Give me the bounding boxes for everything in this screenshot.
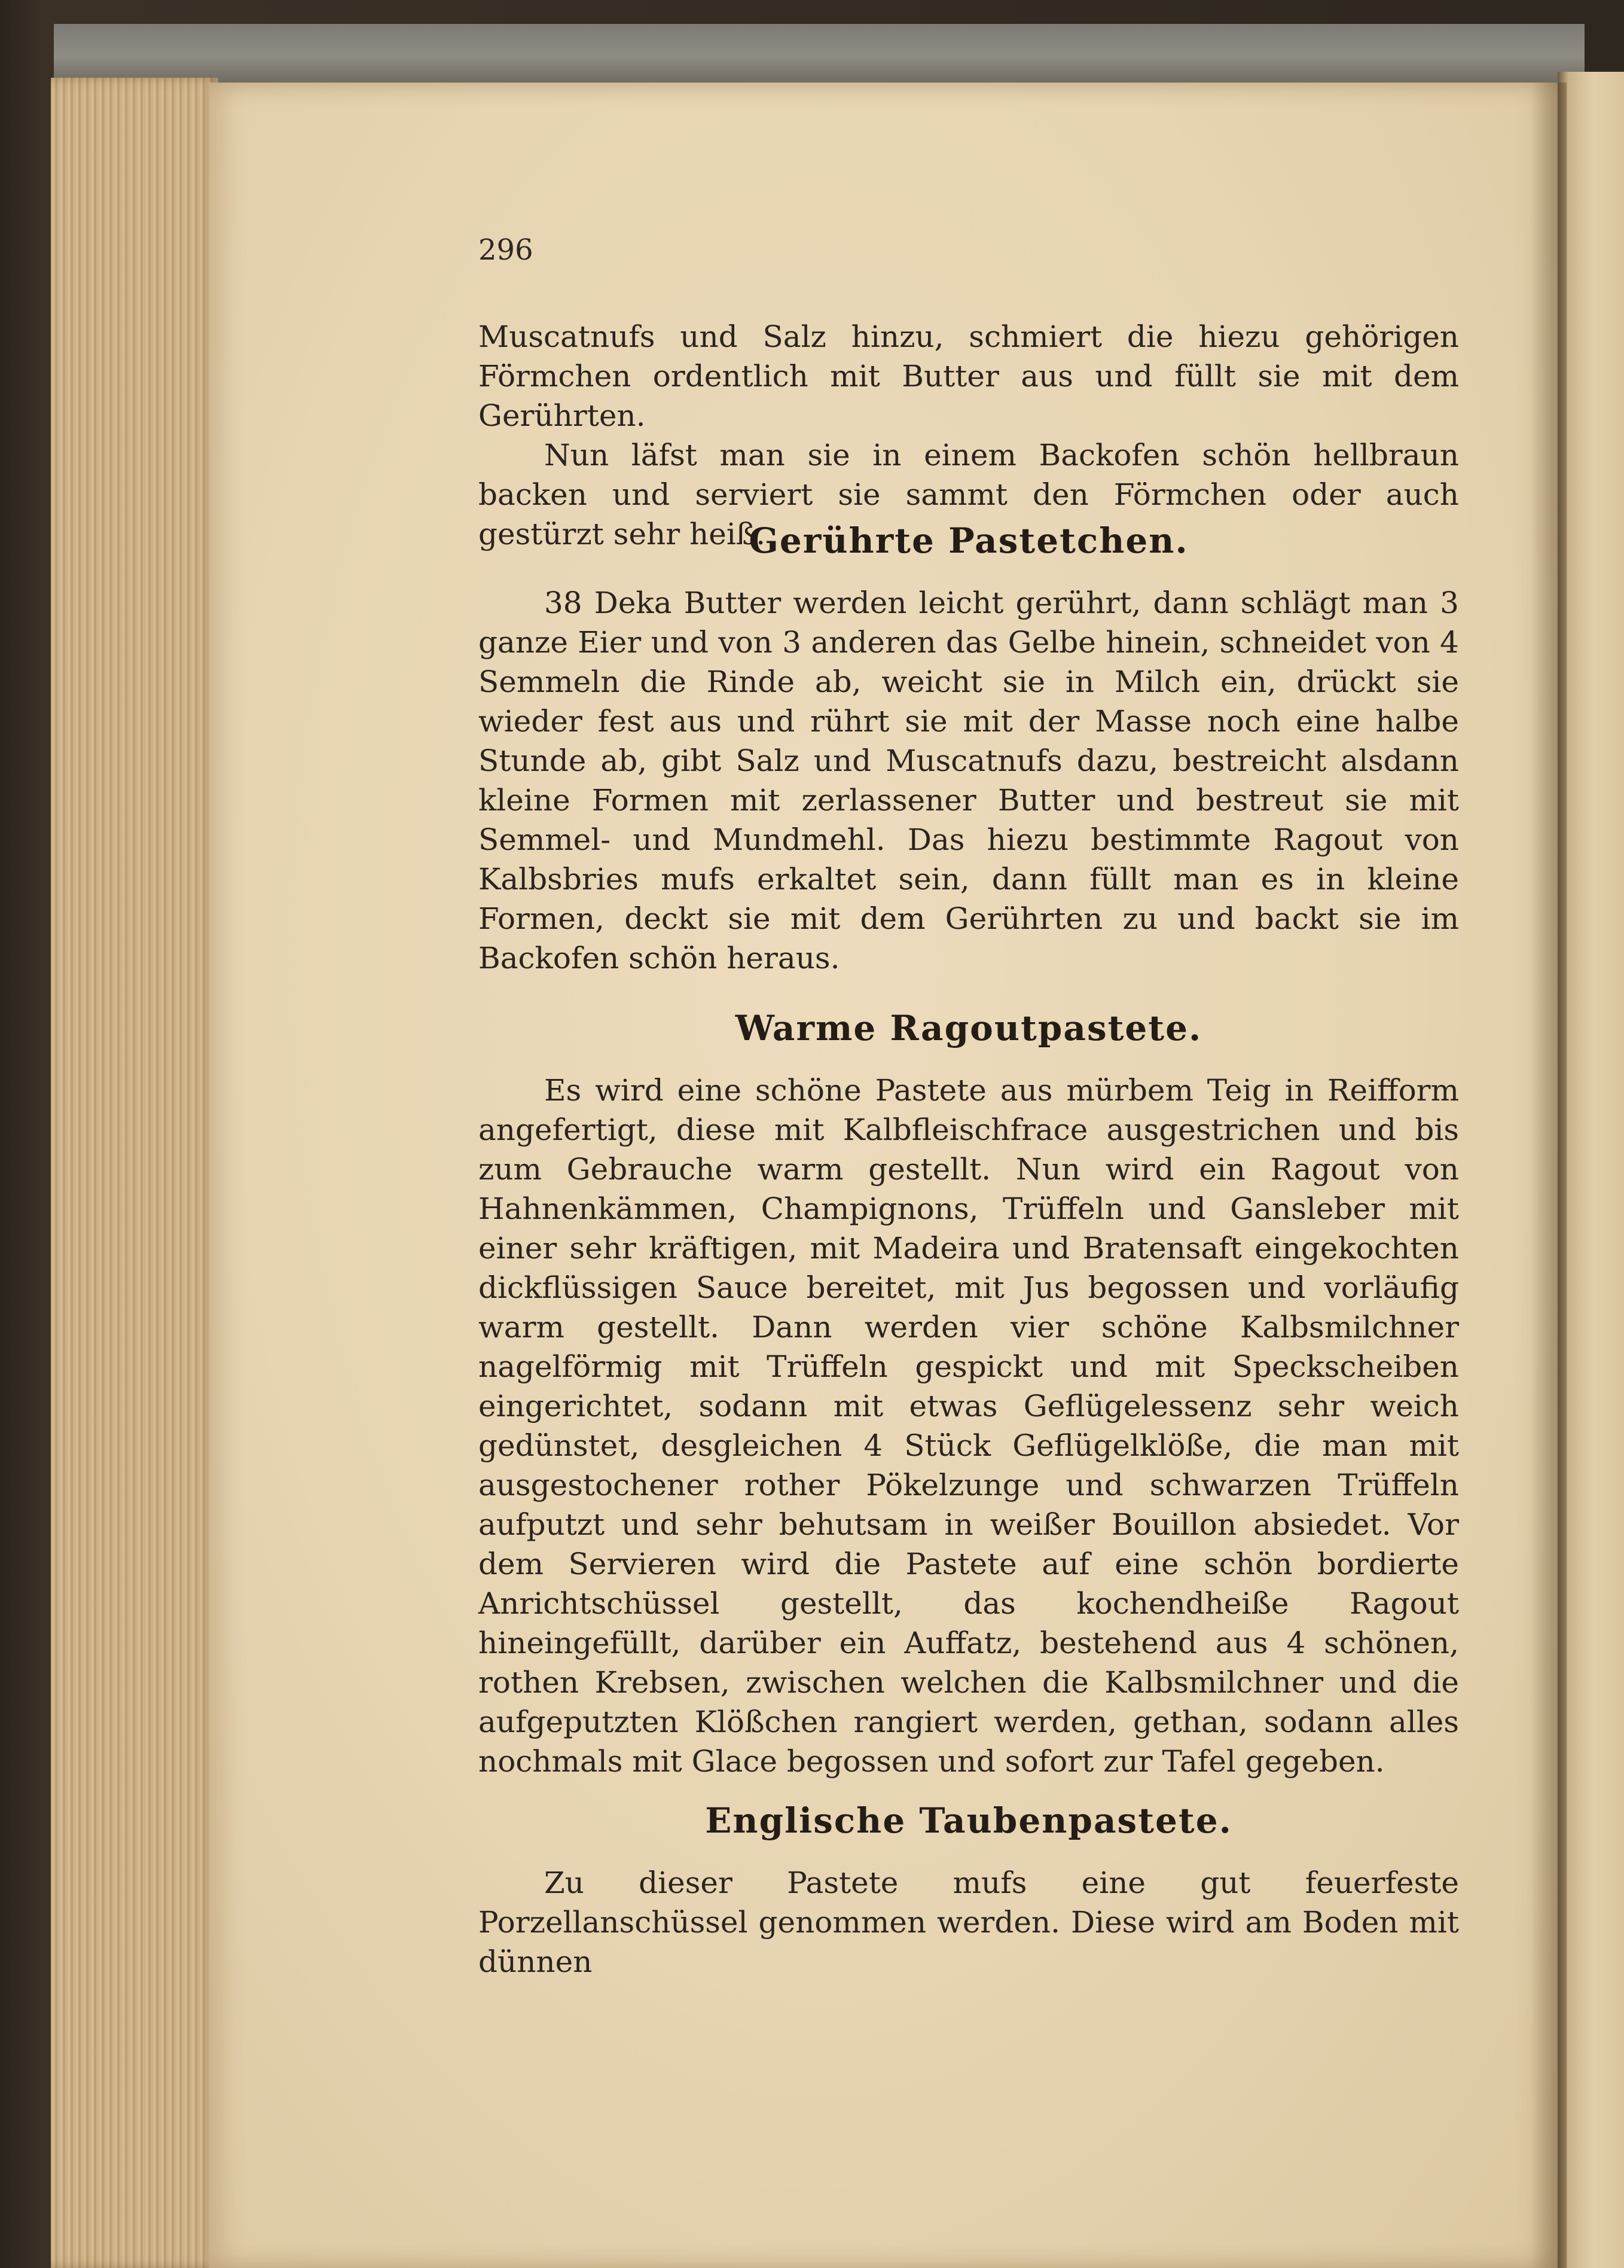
page-edges [51, 78, 218, 2268]
book-cover-cloth [54, 24, 1585, 84]
section-body [478, 583, 1459, 978]
gutter-shadow [1531, 83, 1567, 2268]
paragraph: Es wird eine schöne Pastete aus mürbem Teig in Reifform angefertigt, diese mit Kalbfleischfrace ausgestrichen und bis zum Gebrauche warm gestellt. Nun wird ein Ragout von Hahnenkämmen, Champignons, Trüffeln und Gansleber mit einer sehr kräftigen, mit Madeira und Bratensaft eingekochten dickflüssigen Sauce bereitet, mit Jus begossen und vorläufig warm gestellt. Dann werden vier schöne Kalbsmilchner nagelförmig mit Trüffeln gespickt und mit Speckscheiben eingerichtet, sodann mit etwas Geflügelessenz sehr weich gedünstet, desgleichen 4 Stück Geflügelklöße, die man mit ausgestochener rother Pökelzunge und schwarzen Trüffeln aufputzt und sehr behutsam in weißer Bouillon absiedet. Vor dem Servieren wird die Pastete auf eine schön bordierte Anrichtschüssel gestellt, das kochendheiße Ragout hineingefüllt, darüber ein Auffatz, bestehend aus 4 schönen, rothen Krebsen, zwischen welchen die Kalbsmilchner und die aufgeputzten Klößchen rangiert werden, gethan, sodann alles nochmals mit Glace begossen und sofort zur Tafel gegeben. [478, 1073, 1459, 1779]
continuation-text [478, 317, 1459, 554]
section-body [478, 1863, 1459, 1982]
paragraph: Nun läfst man sie in einem Backofen schön hellbraun backen und serviert sie sammt den Förmchen oder auch gestürzt sehr heiß. [478, 438, 1459, 551]
section-heading: Gerührte Pastetchen. [749, 520, 1189, 561]
section-body [478, 1071, 1459, 1781]
paragraph: Muscatnufs und Salz hinzu, schmiert die hiezu gehörigen Förmchen ordentlich mit Butter aus und füllt sie mit dem Gerührten. [478, 319, 1459, 433]
paragraph: Zu dieser Pastete mufs eine gut feuerfeste Porzellanschüssel genommen werden. Diese wird am Boden mit dünnen [478, 1865, 1459, 1979]
page-number: 296 [478, 233, 533, 267]
section-heading: Englische Taubenpastete. [705, 1800, 1232, 1841]
paragraph: 38 Deka Butter werden leicht gerührt, dann schlägt man 3 ganze Eier und von 3 anderen das Gelbe hinein, schneidet von 4 Semmeln die Rinde ab, weicht sie in Milch ein, drückt sie wieder fest aus und rührt sie mit der Masse noch eine halbe Stunde ab, gibt Salz und Muscatnufs dazu, bestreicht alsdann kleine Formen mit zerlassener Butter und bestreut sie mit Semmel- und Mundmehl. Das hiezu bestimmte Ragout von Kalbsbries mufs erkaltet sein, dann füllt man es in kleine Formen, deckt sie mit dem Gerührten zu und backt sie im Backofen schön heraus. [478, 586, 1459, 976]
section-heading: Warme Ragoutpastete. [735, 1008, 1202, 1048]
facing-page-edge [1558, 72, 1624, 2268]
